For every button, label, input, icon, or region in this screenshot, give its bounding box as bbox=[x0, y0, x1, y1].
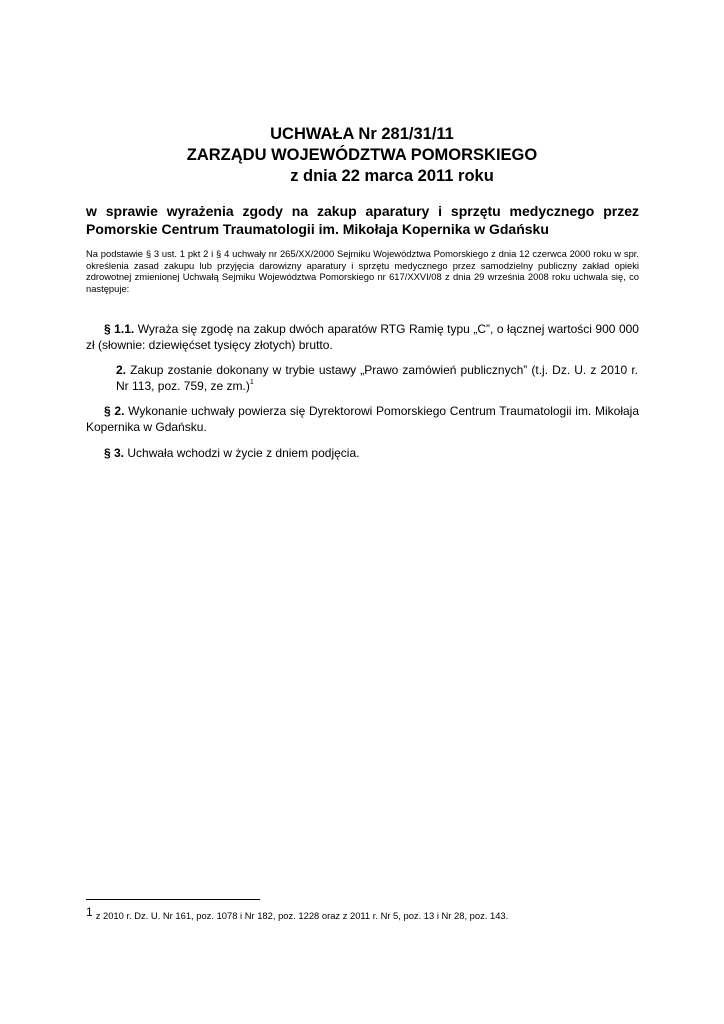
title-issuer: ZARZĄDU WOJEWÓDZTWA POMORSKIEGO bbox=[186, 146, 538, 164]
section-1-paragraph-1 bbox=[86, 321, 639, 353]
section-1-text: Wyraża się zgodę na zakup dwóch aparatów RTG Ramię typu „C”, o łącznej wartości 900 000 zł (słownie: dziewięćset tysięcy złotych) brutto. bbox=[86, 322, 639, 352]
section-2-paragraph bbox=[86, 403, 639, 435]
legal-basis: Na podstawie § 3 ust. 1 pkt 2 i § 4 uchwały nr 265/XX/2000 Sejmiku Województwa Pomorskiego z dnia 12 czerwca 2000 roku w spr. określenia zasad zakupu lub przyjęcia darowizny aparatury i sprzętu medycznego przez samodzielny publiczny zakład opieki zdrowotnej zmienionej Uchwałą Sejmiku Województwa Pomorskiego nr 617/XXVI/08 z dnia 29 września 2008 roku uchwala się, co następuje: bbox=[86, 248, 639, 294]
resolution-title bbox=[0, 124, 724, 187]
section-3-label: § 3. bbox=[104, 446, 125, 460]
section-2-text: Wykonanie uchwały powierza się Dyrektorowi Pomorskiego Centrum Traumatologii im. Mikołaja Kopernika w Gdańsku. bbox=[86, 404, 640, 434]
footnote-reference: 1 bbox=[249, 379, 254, 386]
section-1-2-label: 2. bbox=[116, 363, 127, 377]
section-1-paragraph-2 bbox=[116, 362, 638, 394]
section-1-label: § 1.1. bbox=[104, 322, 135, 336]
resolution-subject: w sprawie wyrażenia zgody na zakup aparatury i sprzętu medycznego przez Pomorskie Centrum Traumatologii im. Mikołaja Kopernika w Gdańsku bbox=[86, 203, 639, 237]
footnote-mark: 1 bbox=[86, 905, 93, 919]
title-number: UCHWAŁA Nr 281/31/11 bbox=[270, 125, 454, 143]
footnote bbox=[86, 905, 646, 923]
footnote-divider bbox=[86, 899, 260, 900]
title-date: z dnia 22 marca 2011 roku bbox=[290, 167, 494, 185]
footnote-text: z 2010 r. Dz. U. Nr 161, poz. 1078 i Nr 182, poz. 1228 oraz z 2011 r. Nr 5, poz. 13 i Nr 28, poz. 143. bbox=[95, 910, 509, 921]
section-1-2-text: Zakup zostanie dokonany w trybie ustawy „Prawo zamówień publicznych” (t.j. Dz. U. z 2010 r. Nr 113, poz. 759, ze zm.) bbox=[116, 363, 638, 393]
section-3-paragraph bbox=[86, 445, 639, 461]
section-2-label: § 2. bbox=[104, 404, 125, 418]
section-3-text: Uchwała wchodzi w życie z dniem podjęcia. bbox=[124, 446, 360, 460]
